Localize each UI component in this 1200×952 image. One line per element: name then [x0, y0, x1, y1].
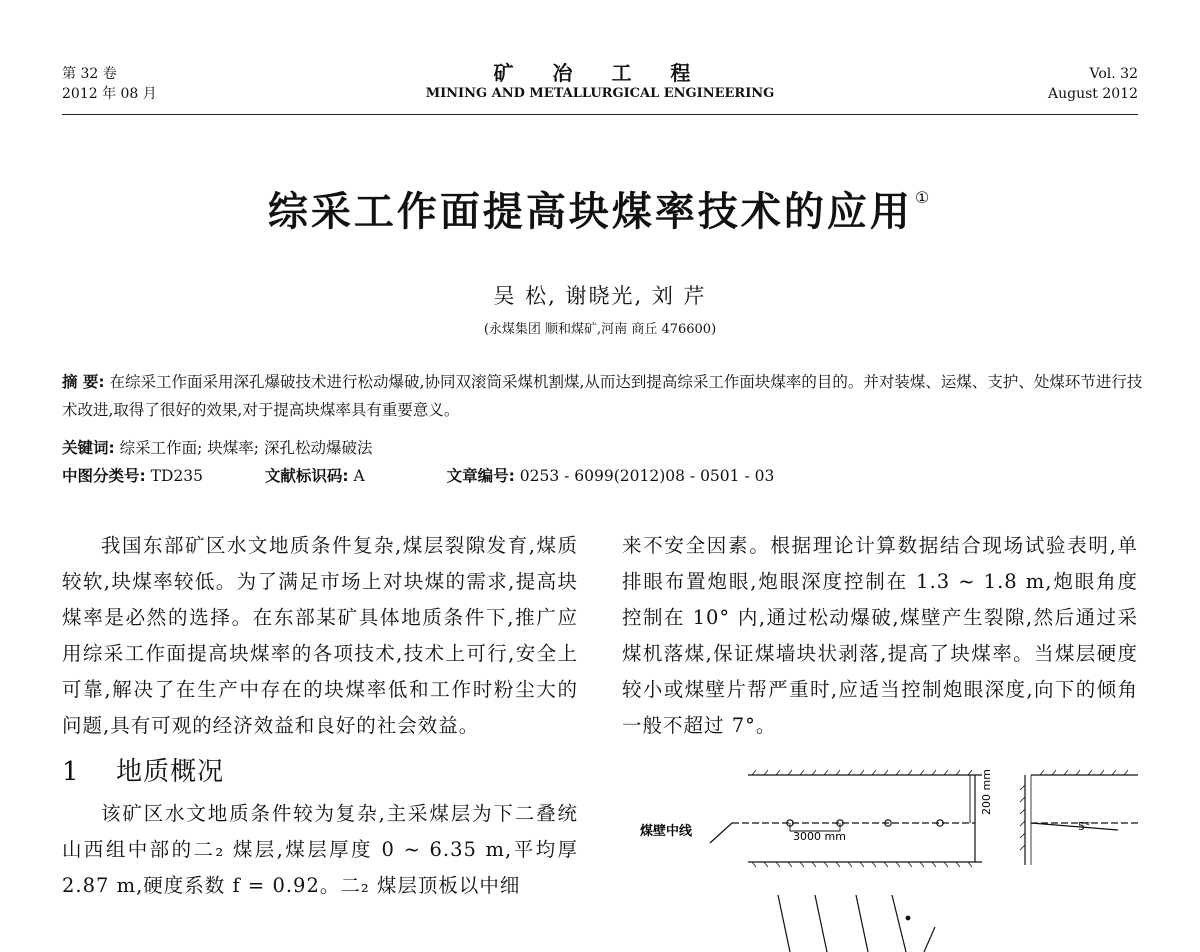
intro-paragraph: 我国东部矿区水文地质条件复杂,煤层裂隙发育,煤质较软,块煤率较低。为了满足市场上对块煤的需求,提高块煤率是必然的选择。在东部某矿具体地质条件下,推广应用综采工作面提高块煤率的各项技术,技术上可行,安全上可靠,解决了在生产中存在的块煤率低和工作时粉尘大的问题,具有可观的经济效益和良好的社会效益。 — [62, 534, 578, 737]
abstract-text: 在综采工作面采用深孔爆破技术进行松动爆破,协同双滚筒采煤机割煤,从而达到提高综采工作面块煤率的目的。并对装煤、运煤、支护、处煤环节进行技术改进,取得了很好的效果,对于提高块煤率具有重要意义。 — [62, 373, 1143, 419]
date-en: August 2012 — [1048, 86, 1138, 102]
doc-code-value: A — [353, 467, 365, 485]
lower-hole-line — [856, 895, 868, 952]
journal-en: MINING AND METALLURGICAL ENGINEERING — [425, 86, 775, 101]
article-no-value: 0253 - 6099(2012)08 - 0501 - 03 — [519, 467, 775, 485]
date-cn: 2012 年 08 月 — [62, 86, 157, 102]
label-leader — [710, 823, 732, 843]
blast-hole-figure — [630, 755, 1140, 952]
abstract-label: 摘 要: — [62, 373, 105, 391]
lower-hole-line — [778, 895, 790, 952]
keywords — [62, 434, 1152, 462]
section-number: 1 — [62, 757, 80, 787]
header-left — [62, 64, 157, 104]
affiliation: (永煤集团 顺和煤矿,河南 商丘 476600) — [483, 322, 717, 337]
lower-hole-line — [892, 895, 906, 952]
article-no-label: 文章编号: — [446, 467, 515, 485]
figure-top-hatch — [752, 770, 972, 775]
figure-bottom-hatch — [752, 862, 972, 867]
right-paragraph: 来不安全因素。根据理论计算数据结合现场试验表明,单排眼布置炮眼,炮眼深度控制在 1.3 ~ 1.8 m,炮眼角度控制在 10° 内,通过松动爆破,煤壁产生裂隙,然后通过采煤机落煤,保证煤墙块状剥落,提高了块煤率。当煤层硬度较小或煤壁片帮严重时,应适当控制炮眼深度,向下的倾角一般不超过 7°。 — [622, 534, 1138, 737]
coal-wall-label: 煤壁中线 — [640, 824, 693, 839]
section-roof-hatch — [1040, 770, 1128, 775]
keywords-text: 综采工作面; 块煤率; 深孔松动爆破法 — [119, 439, 373, 457]
classification-row — [62, 462, 1152, 490]
doc-code-label: 文献标识码: — [264, 467, 349, 485]
section-paragraph: 该矿区水文地质条件较为复杂,主采煤层为下二叠统山西组中部的二₂ 煤层,煤层厚度 0 ~ 6.35 m,平均厚 2.87 m,硬度系数 f = 0.92。二₂ 煤层顶板以中细 — [62, 802, 578, 897]
clc-value: TD235 — [150, 467, 203, 485]
lower-hole-point — [906, 916, 910, 920]
blast-hole-angle-line — [1031, 823, 1118, 830]
lower-hole-line — [924, 927, 935, 952]
header-center — [300, 62, 900, 104]
abstract — [62, 368, 1152, 424]
title-footnote-mark: ① — [914, 188, 933, 207]
section-heading — [62, 754, 578, 790]
left-column — [62, 528, 578, 904]
volume-cn: 第 32 卷 — [62, 66, 117, 82]
depth-label: 200 mm — [980, 769, 993, 815]
header-divider — [62, 114, 1138, 115]
right-column — [622, 528, 1138, 744]
authors: 吴 松, 谢晓光, 刘 芹 — [493, 284, 707, 308]
section-wall-hatch — [1020, 785, 1025, 850]
spacing-label: 3000 mm — [793, 830, 846, 843]
clc-label: 中图分类号: — [62, 467, 146, 485]
volume-en: Vol. 32 — [1089, 66, 1138, 82]
lower-hole-line — [815, 895, 827, 952]
angle-label: 5° — [1078, 820, 1091, 833]
page-title — [0, 180, 1200, 237]
journal-cn: 矿 冶 工 程 — [493, 61, 707, 85]
keywords-label: 关键词: — [62, 439, 115, 457]
header-right — [1048, 64, 1138, 104]
section-title: 地质概况 — [116, 757, 225, 787]
title-text: 综采工作面提高块煤率技术的应用 — [267, 189, 913, 235]
